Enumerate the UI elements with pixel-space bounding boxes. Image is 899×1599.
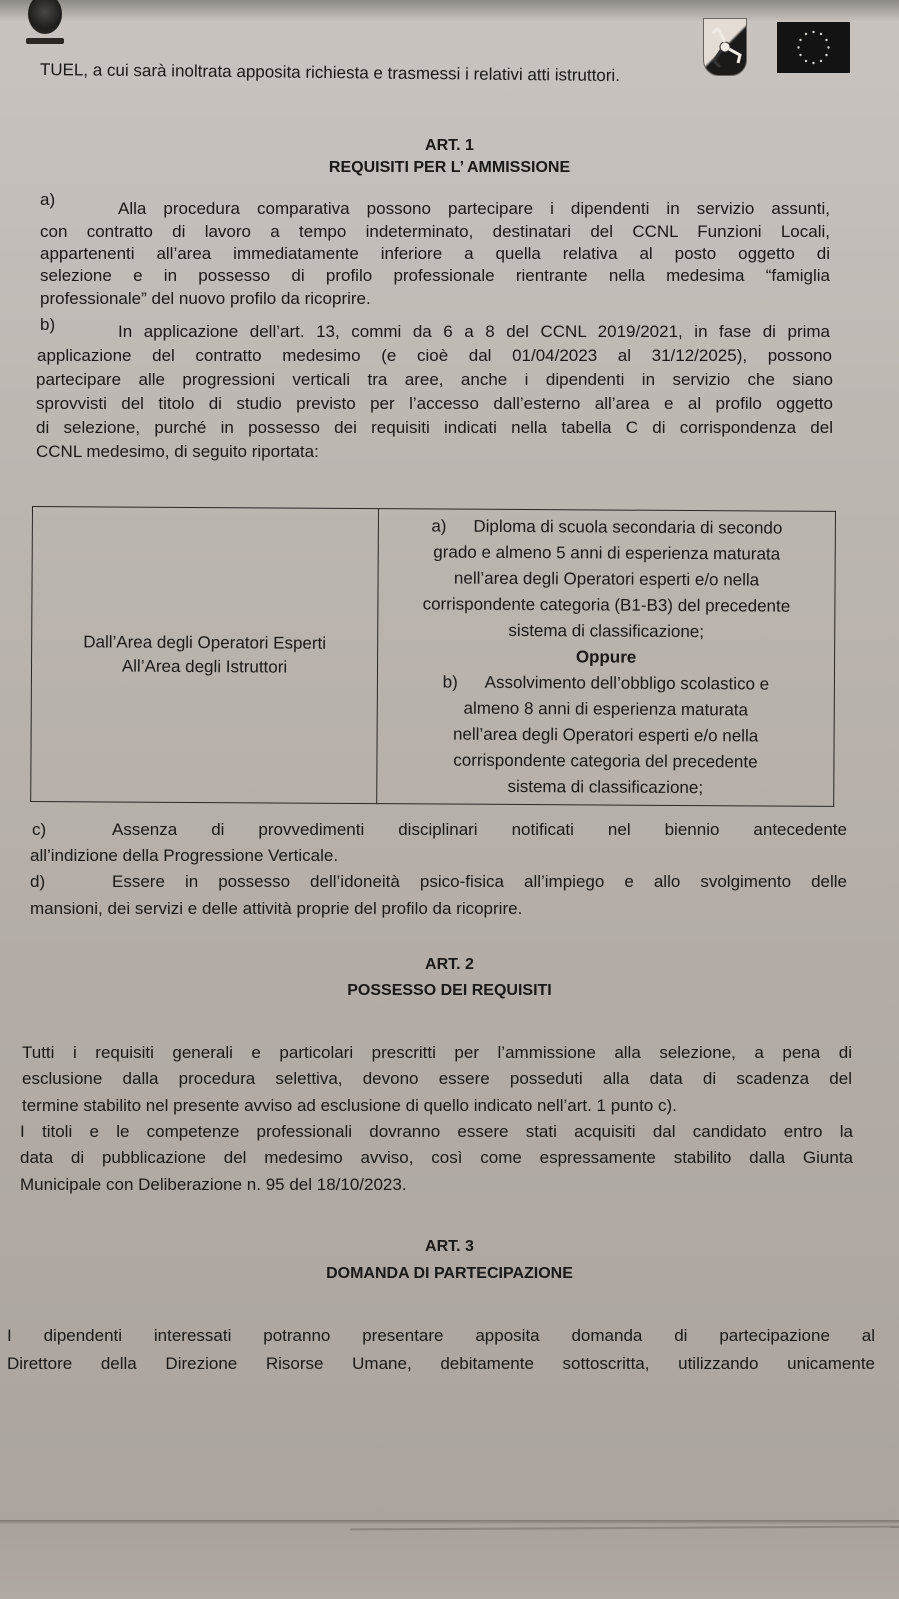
art3-line-2: Direttore della Direzione Risorse Umane, debitamente sottoscritta, utilizzando unicamente (7, 1354, 875, 1373)
table-right-b-line-5: sistema di classificazione; (507, 776, 704, 798)
item-c-marker: c) (32, 820, 47, 839)
item-b-line-3: partecipare alle progressioni verticali tra aree, anche i dipendenti in servizio che siano (36, 370, 833, 389)
item-a-line-2: con contratto di lavoro a tempo indeterminato, destinatari del CCNL Funzioni Locali, (40, 222, 830, 241)
item-a-line-5: professionale” del nuovo profilo da ricoprire. (40, 289, 371, 308)
requirements-table (30, 506, 836, 807)
item-d-marker: d) (30, 872, 46, 891)
art2-line-3: termine stabilito nel presente avviso ad esclusione di quello indicato nell’art. 1 punto c). (22, 1096, 677, 1115)
table-right-b-line-2: almeno 8 anni di esperienza maturata (463, 698, 749, 720)
table-row (31, 507, 836, 807)
item-b-line-5: di selezione, purché in possesso dei requisiti indicati nella tabella C di corrispondenza del (36, 418, 833, 437)
item-b-line-1: In applicazione dell’art. 13, commi da 6 a 8 del CCNL 2019/2021, in fase di prima (118, 322, 830, 341)
table-right-a-line-4: corrispondente categoria (B1-B3) del precedente (422, 594, 791, 616)
item-a-line-1: Alla procedura comparativa possono partecipare i dipendenti in servizio assunti, (118, 199, 830, 218)
art3-title: DOMANDA DI PARTECIPAZIONE (326, 1265, 573, 1282)
table-b-text-1: Assolvimento dell’obbligo scolastico e (484, 672, 770, 694)
regione-sicilia-crest-logo (703, 18, 747, 76)
table-right-b-line-3: nell’area degli Operatori esperti e/o nella (452, 724, 759, 746)
table-right-b-line-1 (378, 669, 834, 698)
table-right-a-line-5: sistema di classificazione; (508, 620, 705, 642)
art2-line-6: Municipale con Deliberazione n. 95 del 18/10/2023. (20, 1175, 407, 1194)
continuation-text: TUEL, a cui sarà inoltrata apposita richiesta e trasmessi i relativi atti istruttori. (39, 60, 621, 86)
art3-number: ART. 3 (425, 1238, 474, 1255)
item-b-line-2: applicazione del contratto medesimo (e cioè dal 01/04/2023 al 31/12/2025), possono (37, 346, 832, 365)
seal-disc (28, 0, 62, 34)
art2-line-5: data di pubblicazione del medesimo avviso, così come espressamente stabilito dalla Giunta (20, 1148, 853, 1167)
art1-number: ART. 1 (425, 137, 474, 154)
table-a-text-1: Diploma di scuola secondaria di secondo (473, 516, 783, 538)
item-b-line-4: sprovvisti del titolo di studio previsto per l’accesso dall’esterno all’area e al profilo oggetto (36, 394, 833, 413)
table-right-cell (377, 509, 836, 807)
item-b-marker: b) (40, 315, 56, 334)
art2-line-4: I titoli e le competenze professionali dovranno essere stati acquisiti dal candidato entro la (20, 1122, 853, 1141)
table-oppure: Oppure (575, 647, 637, 667)
table-left-line-2: All’Area degli Istruttori (121, 656, 288, 677)
table-right-a-line-1 (379, 513, 835, 542)
comune-seal-logo (20, 0, 68, 46)
table-right-a-line-3: nell’area degli Operatori esperti e/o nella (453, 568, 760, 590)
item-a-marker: a) (40, 190, 56, 209)
table-a-marker: a) (431, 516, 447, 536)
art1-title: REQUISITI PER L’ AMMISSIONE (328, 159, 571, 176)
art2-line-2: esclusione dalla procedura selettiva, devono essere posseduti alla data di scadenza del (22, 1069, 852, 1088)
art3-line-1: I dipendenti interessati potranno presentare apposita domanda di partecipazione al (7, 1326, 875, 1345)
art2-line-1: Tutti i requisiti generali e particolari prescritti per l’ammissione alla selezione, a pena di (22, 1043, 852, 1062)
item-c-line-2: all’indizione della Progressione Verticale. (30, 846, 339, 865)
item-d-line-1: Essere in possesso dell’idoneità psico-fisica all’impiego e allo svolgimento delle (112, 872, 847, 891)
table-left-cell (31, 507, 379, 804)
art2-title: POSSESSO DEI REQUISITI (347, 982, 552, 999)
lower-paper-sheet (0, 1524, 899, 1599)
seal-ribbon (26, 38, 64, 44)
item-a-line-4: selezione e in possesso di profilo professionale rientrante nella medesima “famiglia (40, 266, 830, 285)
table-right-a-line-2: grado e almeno 5 anni di esperienza maturata (433, 542, 781, 564)
item-a-line-3: appartenenti all’area immediatamente inferiore a quella relativa al posto oggetto di (40, 244, 830, 263)
item-c-line-1: Assenza di provvedimenti disciplinari notificati nel biennio antecedente (112, 820, 847, 839)
table-left-line-1: Dall’Area degli Operatori Esperti (83, 632, 327, 653)
item-d-line-2: mansioni, dei servizi e delle attività proprie del profilo da ricoprire. (30, 899, 523, 918)
art2-number: ART. 2 (425, 956, 474, 973)
page-top-shadow (0, 0, 899, 22)
item-b-line-6: CCNL medesimo, di seguito riportata: (36, 442, 319, 461)
eu-flag-logo (777, 22, 850, 73)
table-right-b-line-4: corrispondente categoria del precedente (453, 750, 758, 772)
table-b-marker: b) (442, 672, 458, 692)
